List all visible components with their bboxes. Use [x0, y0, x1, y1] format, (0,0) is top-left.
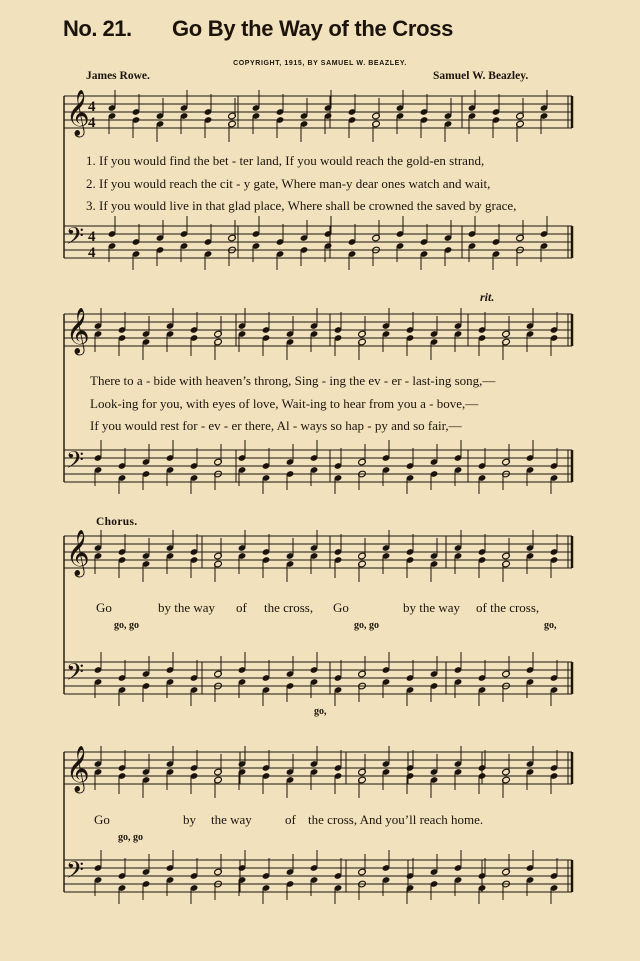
chorus-word-3: of: [236, 600, 247, 615]
system2-verse2: Look-ing for you, with eyes of love, Wait-ing to hear from you a - bove,—: [90, 396, 479, 411]
ritardando-marking: rit.: [480, 290, 495, 304]
echo-1: go, go: [114, 620, 139, 631]
final-word-3: the way: [211, 812, 252, 827]
svg-text:4: 4: [88, 99, 96, 115]
chorus-label: Chorus.: [96, 516, 138, 528]
system1-verse2: 2. If you would reach the cit - y gate, Where man-y dear ones watch and wait,: [86, 176, 491, 191]
chorus-word-1: Go: [96, 600, 112, 615]
chorus-word-6: by the way: [403, 600, 461, 615]
svg-text:𝄞: 𝄞: [66, 530, 90, 576]
chorus-word-4: the cross,: [264, 600, 314, 615]
echo-3: go,: [544, 620, 557, 631]
chorus-word-2: by the way: [158, 600, 216, 615]
system1-verse3: 3. If you would live in that glad place, Where shall be crowned the saved by grace,: [86, 198, 517, 213]
composer: Samuel W. Beazley.: [433, 70, 529, 82]
final-word-5: the cross, And you’ll reach home.: [308, 812, 484, 827]
chorus-word-5: Go: [333, 600, 349, 615]
svg-text:4: 4: [88, 115, 96, 131]
svg-text:𝄢: 𝄢: [66, 856, 85, 889]
system1-verse1: 1. If you would find the bet - ter land, If you would reach the gold-en strand,: [86, 153, 485, 168]
final-word-4: of: [285, 812, 296, 827]
svg-text:4: 4: [88, 245, 96, 261]
final-word-1: Go: [94, 812, 110, 827]
svg-text:𝄢: 𝄢: [66, 446, 85, 479]
svg-text:𝄞: 𝄞: [66, 308, 90, 354]
echo-2: go, go: [354, 620, 379, 631]
system2-verse1: There to a - bide with heaven’s throng, Sing - ing the ev - er - last-ing song,—: [90, 373, 496, 388]
copyright-line: COPYRIGHT, 1915, BY SAMUEL W. BEAZLEY.: [233, 60, 407, 67]
echo-5: go, go: [118, 832, 143, 843]
lyricist: James Rowe.: [86, 70, 150, 82]
echo-4: go,: [314, 706, 327, 717]
svg-text:𝄢: 𝄢: [66, 222, 85, 255]
hymn-title: Go By the Way of the Cross: [172, 16, 454, 41]
svg-text:𝄞: 𝄞: [66, 90, 90, 136]
svg-text:4: 4: [88, 229, 96, 245]
final-word-2: by: [183, 812, 196, 827]
system2-verse3: If you would rest for - ev - er there, Al - ways so hap - py and so fair,—: [90, 418, 462, 433]
chorus-word-7: of the cross,: [476, 600, 540, 615]
hymn-number: No. 21.: [63, 16, 132, 41]
svg-text:𝄢: 𝄢: [66, 658, 85, 691]
svg-text:𝄞: 𝄞: [66, 746, 90, 792]
